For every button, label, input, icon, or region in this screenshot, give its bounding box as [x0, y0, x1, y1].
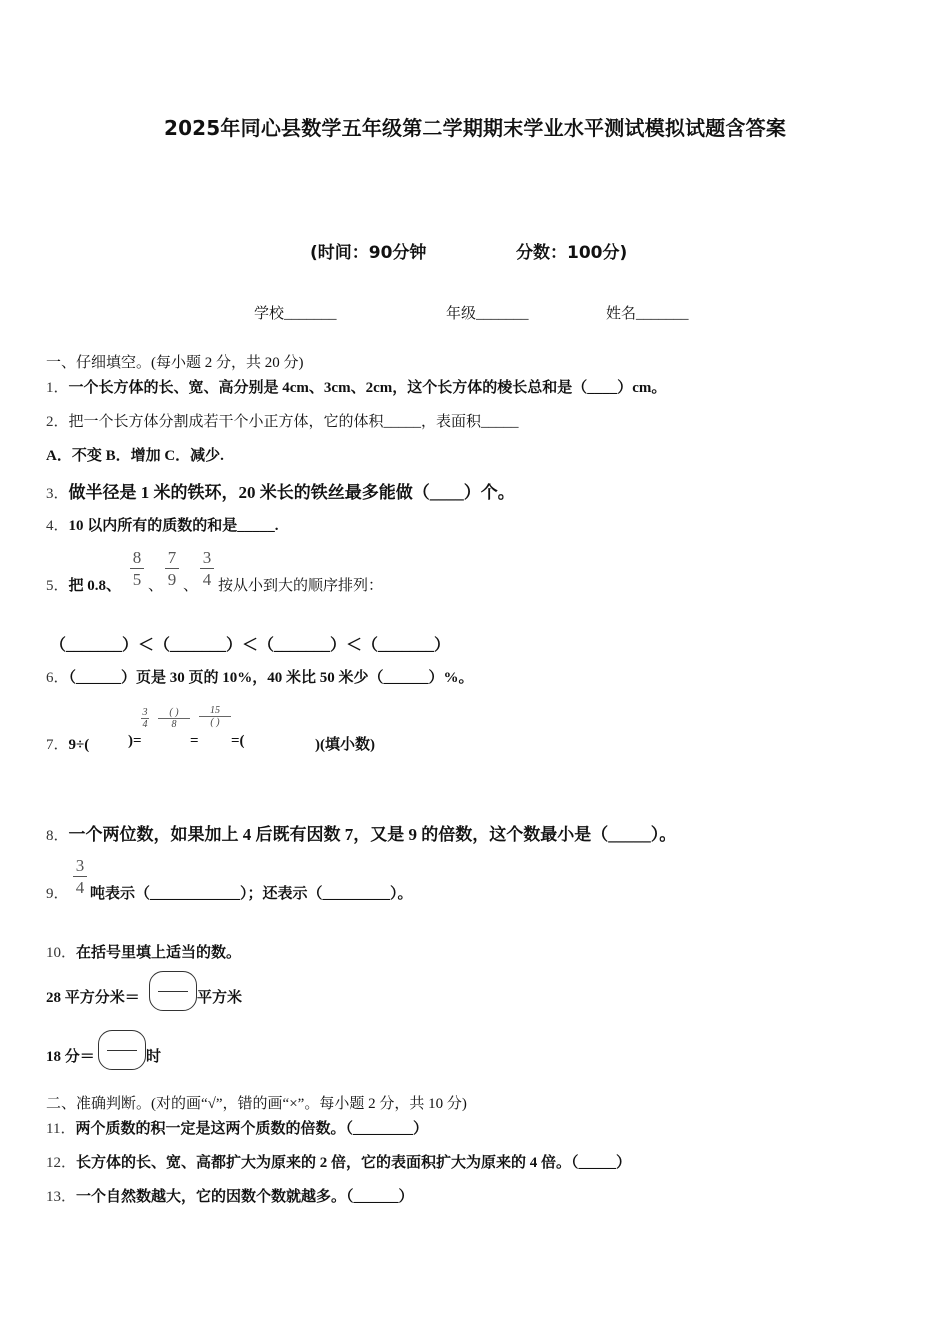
- conversion-1-left: 28 平方分米＝: [46, 990, 140, 1006]
- fraction-15-blank-small: [199, 705, 231, 728]
- question-text: 把一个长方体分割成若干个小正方体，它的体积_____，表面积_____: [68, 414, 519, 430]
- denominator: 4: [202, 570, 212, 589]
- question-number: 9．: [46, 886, 69, 902]
- question-5-answer-line: （_______）＜（_______）＜（_______）＜（_______）: [50, 637, 451, 654]
- denominator: 8: [171, 719, 177, 730]
- question-text: 做半径是 1 米的铁环，20 米长的铁丝最多能做（____）个。: [68, 483, 515, 502]
- question-number: 12．: [46, 1155, 77, 1171]
- question-text: （______）页是 30 页的 10%，40 米比 50 米少（______）%。: [68, 670, 474, 686]
- question-number: 4．: [46, 518, 69, 534]
- question-text: 一个长方体的长、宽、高分别是 4cm、3cm、2cm，这个长方体的棱长总和是（____）cm。: [68, 380, 667, 396]
- grade-field: 年级_______: [446, 306, 529, 322]
- question-number: 3．: [46, 486, 69, 502]
- question-2: [46, 410, 519, 431]
- denominator: 9: [167, 570, 177, 589]
- fill-decimal-hint: )(填小数): [315, 737, 375, 753]
- numerator: 8: [132, 548, 142, 567]
- question-text: 两个质数的积一定是这两个质数的倍数。（________）: [75, 1121, 428, 1137]
- denominator: 5: [132, 570, 142, 589]
- fraction-7-9: [165, 549, 179, 588]
- question-5: [46, 574, 121, 595]
- question-text: 在括号里填上适当的数。: [76, 945, 242, 961]
- question-number: 10．: [46, 945, 77, 961]
- question-6: [46, 666, 474, 687]
- question-number: 8．: [46, 828, 69, 844]
- numerator: 7: [167, 548, 177, 567]
- question-text: 10 以内所有的质数的和是_____.: [68, 518, 279, 534]
- conversion-2-right: 时: [146, 1049, 162, 1065]
- conversion-2-left: 18 分＝: [46, 1049, 95, 1065]
- denominator: ( ): [210, 717, 220, 728]
- question-number: 6．: [46, 670, 69, 686]
- denominator: 4: [75, 878, 85, 897]
- numerator: 3: [142, 707, 148, 718]
- fraction-3-4: [73, 857, 87, 896]
- question-number: 5．: [46, 578, 69, 594]
- document-title: 2025年同心县数学五年级第二学期期末学业水平测试模拟试题含答案: [163, 116, 787, 140]
- numerator: 3: [75, 856, 85, 875]
- question-1: [46, 376, 666, 397]
- numerator: 3: [202, 548, 212, 567]
- division-open: 9÷(: [68, 737, 90, 753]
- exam-time: (时间：90分钟: [310, 243, 427, 263]
- question-7-number: [46, 733, 89, 754]
- equals-sign: =: [190, 733, 199, 749]
- question-4: [46, 514, 279, 535]
- section-1-heading: 一、仔细填空。(每小题 2 分，共 20 分): [46, 355, 304, 371]
- fraction-3-4-small: [141, 707, 149, 730]
- fraction-3-4: [200, 549, 214, 588]
- section-2-heading: 二、准确判断。(对的画“√”，错的画“×”。每小题 2 分，共 10 分): [46, 1096, 467, 1112]
- question-number: 7．: [46, 737, 69, 753]
- question-number: 1．: [46, 380, 69, 396]
- name-field: 姓名_______: [606, 306, 689, 322]
- question-13: [46, 1185, 414, 1206]
- denominator: 4: [142, 719, 148, 730]
- fill-in-box[interactable]: [98, 1030, 146, 1070]
- question-text: 一个两位数，如果加上 4 后既有因数 7，又是 9 的倍数，这个数最小是（_____）。: [68, 825, 677, 844]
- fraction-blank-8-small: [158, 707, 190, 730]
- question-8: [46, 820, 676, 845]
- question-text-suffix: 按从小到大的顺序排列：: [218, 578, 384, 594]
- exam-score: 分数：100分): [516, 243, 628, 263]
- question-number: 13．: [46, 1189, 77, 1205]
- division-close: )=: [128, 733, 142, 749]
- question-9-number: [46, 882, 69, 903]
- question-text: 长方体的长、宽、高都扩大为原来的 2 倍，它的表面积扩大为原来的 4 倍。（_____）: [76, 1155, 632, 1171]
- question-3: [46, 478, 515, 503]
- question-text: 一个自然数越大，它的因数个数就越多。（______）: [76, 1189, 414, 1205]
- question-number: 2．: [46, 414, 69, 430]
- conversion-1-right: 平方米: [197, 990, 243, 1006]
- question-11: [46, 1117, 428, 1138]
- question-text-prefix: 把 0.8、: [68, 578, 122, 594]
- numerator: 15: [210, 705, 220, 716]
- fill-in-box[interactable]: [149, 971, 197, 1011]
- question-text: 吨表示（____________）；还表示（_________）。: [90, 886, 413, 902]
- separator: 、: [148, 578, 164, 594]
- fraction-8-5: [130, 549, 144, 588]
- separator: 、: [183, 578, 199, 594]
- numerator: ( ): [169, 707, 179, 718]
- school-field: 学校_______: [254, 306, 337, 322]
- question-2-options: A．不变 B．增加 C．减少.: [46, 448, 224, 464]
- question-number: 11．: [46, 1121, 76, 1137]
- question-12: [46, 1151, 631, 1172]
- equals-open: =(: [231, 733, 245, 749]
- question-10: [46, 941, 241, 962]
